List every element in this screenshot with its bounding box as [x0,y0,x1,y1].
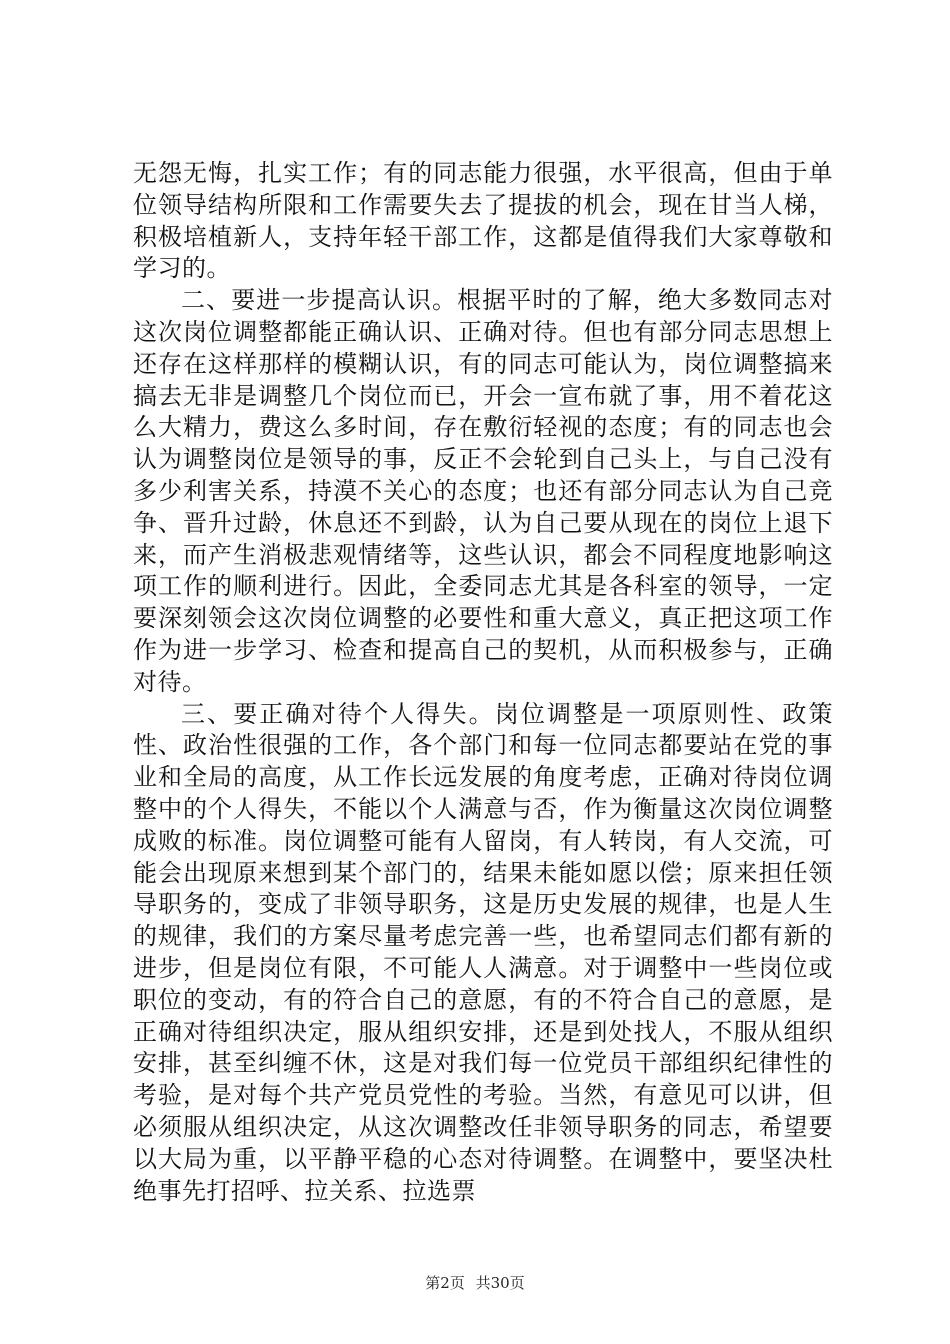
paragraph-improve-awareness: 二、要进一步提高认识。根据平时的了解，绝大多数同志对这次岗位调整都能正确认识、正确对待。但也有部分同志思想上还存在这样那样的模糊认识，有的同志可能认为，岗位调整搞来搞去无非是调整几个岗位而已，开会一宣布就了事，用不着花这么大精力，费这么多时间，存在敷衍轻视的态度；有的同志也会认为调整岗位是领导的事，反正不会轮到自己头上，与自己没有多少利害关系，持漠不关心的态度；也还有部分同志认为自己竞争、晋升过龄，休息还不到龄，认为自己要从现在的岗位上退下来，而产生消极悲观情绪等，这些认识，都会不同程度地影响这项工作的顺利进行。因此，全委同志尤其是各科室的领导，一定要深刻领会这次岗位调整的必要性和重大意义，真正把这项工作作为进一步学习、检查和提高自己的契机，从而积极参与，正确对待。 [133,286,833,696]
document-body [133,158,833,1207]
paragraph-continuation: 无怨无悔，扎实工作；有的同志能力很强，水平很高，但由于单位领导结构所限和工作需要失去了提拔的机会，现在甘当人梯，积极培植新人，支持年轻干部工作，这都是值得我们大家尊敬和学习的。 [133,159,833,283]
page-footer [0,1272,950,1293]
page-number: 第2页 [425,1274,465,1292]
paragraph-personal-gains-losses: 三、要正确对待个人得失。岗位调整是一项原则性、政策性、政治性很强的工作，各个部门和每一位同志都要站在党的事业和全局的高度，从工作长远发展的角度考虑，正确对待岗位调整中的个人得失，不能以个人满意与否，作为衡量这次岗位调整成败的标准。岗位调整可能有人留岗，有人转岗，有人交流，可能会出现原来想到某个部门的，结果未能如愿以偿；原来担任领导职务的，变成了非领导职务，这是历史发展的规律，也是人生的规律，我们的方案尽量考虑完善一些，也希望同志们都有新的进步，但是岗位有限，不可能人人满意。对于调整中一些岗位或职位的变动，有的符合自己的意愿，有的不符合自己的意愿，是正确对待组织决定，服从组织安排，还是到处找人，不服从组织安排，甚至纠缠不休，这是对我们每一位党员干部组织纪律性的考验，是对每个共产党员党性的考验。当然，有意见可以讲，但必须服从组织决定，从这次调整改任非领导职务的同志，希望要以大局为重，以平静平稳的心态对待调整。在调整中，要坚决杜绝事先打招呼、拉关系、拉选票 [133,699,833,1205]
total-pages: 共30页 [475,1274,525,1292]
